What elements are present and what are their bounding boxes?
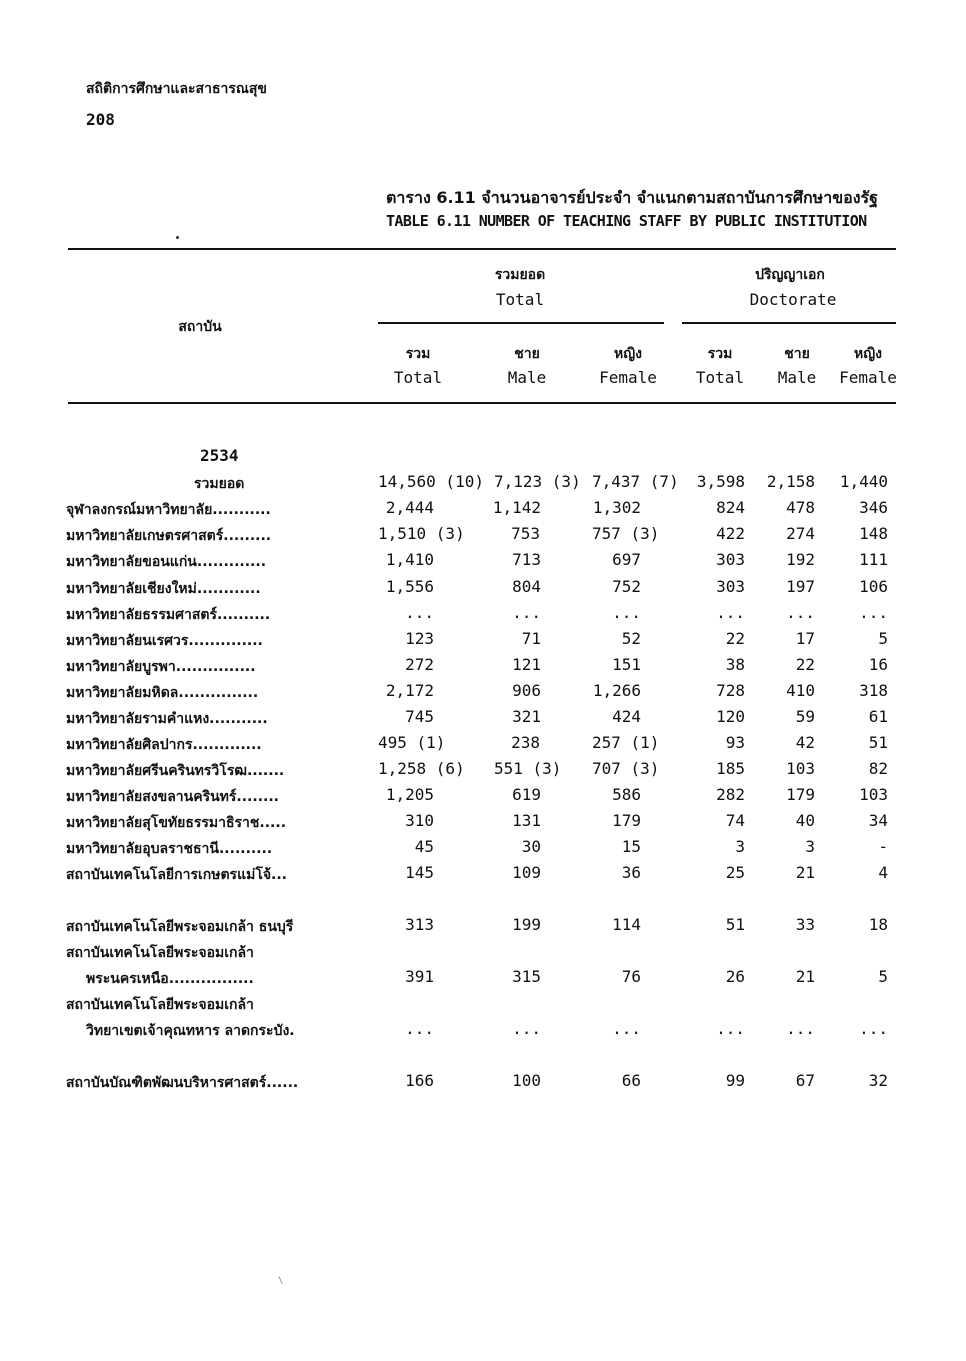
row-label-institution: สถาบันบัณฑิตพัฒนบริหารศาสตร์......: [66, 1075, 299, 1091]
table-cell: 804: [512, 577, 541, 596]
row-label-institution: สถาบันเทคโนโลยีการเกษตรแม่โจ้...: [66, 867, 287, 883]
table-cell: 25: [725, 863, 745, 882]
table-cell: 82: [868, 759, 888, 778]
table-cell: 424: [612, 707, 641, 726]
group-rule-doctorate: [682, 322, 896, 324]
table-cell: 310: [405, 811, 434, 830]
column-header-thai: หญิง: [854, 346, 882, 362]
table-cell: ...: [716, 1019, 745, 1038]
table-cell: 59: [795, 707, 815, 726]
table-cell: 906: [512, 681, 541, 700]
table-cell: 1,556: [385, 577, 434, 596]
table-cell: 495 (1): [378, 733, 446, 752]
table-cell: 318: [859, 681, 888, 700]
table-cell: 42: [795, 733, 815, 752]
row-label-institution: มหาวิทยาลัยศรีนครินทรวิโรฒ.......: [66, 763, 285, 779]
table-cell: 40: [795, 811, 815, 830]
table-cell: 145: [405, 863, 434, 882]
table-cell: 619: [512, 785, 541, 804]
header-bottom-rule: [68, 402, 896, 404]
table-cell: 67: [795, 1071, 815, 1090]
table-cell: 1,266: [592, 681, 641, 700]
column-header-thai: ชาย: [784, 346, 810, 362]
table-cell: 30: [521, 837, 541, 856]
table-cell: 14,560 (10): [378, 472, 484, 491]
table-cell: 1,258 (6): [378, 759, 465, 778]
table-cell: ...: [716, 603, 745, 622]
table-cell: 34: [868, 811, 888, 830]
row-label-institution: มหาวิทยาลัยศิลปากร.............: [66, 737, 262, 753]
table-cell: 111: [859, 550, 888, 569]
table-cell: 7,437 (7): [592, 472, 679, 491]
page-number: 208: [86, 110, 115, 129]
table-cell: 120: [716, 707, 745, 726]
table-cell: ...: [859, 1019, 888, 1038]
table-cell: 22: [725, 629, 745, 648]
table-cell: 21: [795, 863, 815, 882]
group-header-total-thai: รวมยอด: [494, 267, 546, 283]
table-cell: 197: [786, 577, 815, 596]
table-cell: 3: [805, 837, 815, 856]
table-cell: 346: [859, 498, 888, 517]
column-header-thai: หญิง: [614, 346, 642, 362]
table-cell: 71: [521, 629, 541, 648]
column-header-english: Total: [393, 368, 443, 387]
table-cell: 272: [405, 655, 434, 674]
table-cell: 66: [621, 1071, 641, 1090]
table-cell: 123: [405, 629, 434, 648]
table-cell: 422: [716, 524, 745, 543]
table-cell: 32: [868, 1071, 888, 1090]
table-cell: 51: [725, 915, 745, 934]
row-label-institution: มหาวิทยาลัยขอนแก่น.............: [66, 554, 267, 570]
table-cell: ...: [405, 603, 434, 622]
table-cell: 99: [725, 1071, 745, 1090]
column-header-thai: รวม: [707, 346, 733, 362]
table-cell: 257 (1): [592, 733, 660, 752]
year-heading: 2534: [200, 446, 239, 465]
table-cell: 26: [725, 967, 745, 986]
column-header-thai: รวม: [405, 346, 431, 362]
table-cell: 2,444: [385, 498, 434, 517]
table-cell: 313: [405, 915, 434, 934]
table-cell: 166: [405, 1071, 434, 1090]
table-cell: 745: [405, 707, 434, 726]
group-header-doctorate-english: Doctorate: [749, 290, 837, 309]
stray-mark: \: [278, 1276, 284, 1286]
table-cell: 3,598: [696, 472, 745, 491]
table-cell: 15: [621, 837, 641, 856]
column-header-english: Male: [507, 368, 547, 387]
table-cell: 697: [612, 550, 641, 569]
row-label-continuation: วิทยาเขตเจ้าคุณทหาร ลาดกระบัง.: [86, 1023, 295, 1039]
column-header-english: Female: [839, 368, 897, 387]
table-cell: ...: [612, 1019, 641, 1038]
row-label-institution: มหาวิทยาลัยเชียงใหม่............: [66, 581, 261, 597]
table-cell: 148: [859, 524, 888, 543]
table-cell: 7,123 (3): [494, 472, 581, 491]
table-cell: 151: [612, 655, 641, 674]
table-cell: 3: [735, 837, 745, 856]
row-label-grand-total: รวมยอด: [194, 476, 245, 492]
table-cell: 109: [512, 863, 541, 882]
table-cell: ...: [786, 1019, 815, 1038]
table-cell: 238: [511, 733, 540, 752]
row-label-institution: มหาวิทยาลัยอุบลราชธานี..........: [66, 841, 273, 857]
table-cell: 1,142: [492, 498, 541, 517]
table-cell: 303: [716, 550, 745, 569]
table-caption-english: TABLE 6.11 NUMBER OF TEACHING STAFF BY PUBLIC INSTITUTION: [386, 212, 867, 230]
table-cell: 707 (3): [592, 759, 660, 778]
group-header-doctorate-thai: ปริญญาเอก: [755, 267, 825, 283]
table-cell: 45: [414, 837, 434, 856]
table-cell: 410: [786, 681, 815, 700]
table-cell: 100: [512, 1071, 541, 1090]
table-cell: 757 (3): [592, 524, 660, 543]
table-cell: 121: [512, 655, 541, 674]
table-cell: 478: [786, 498, 815, 517]
table-cell: 22: [795, 655, 815, 674]
table-cell: 61: [868, 707, 888, 726]
table-cell: 93: [725, 733, 745, 752]
row-label-institution: มหาวิทยาลัยบูรพา...............: [66, 659, 256, 675]
row-label-continuation: พระนครเหนือ................: [86, 971, 254, 987]
table-cell: 728: [716, 681, 745, 700]
table-cell: 36: [621, 863, 641, 882]
table-cell: ...: [859, 603, 888, 622]
table-cell: 1,302: [592, 498, 641, 517]
table-cell: 5: [878, 967, 888, 986]
table-cell: 391: [405, 967, 434, 986]
table-cell: 4: [878, 863, 888, 882]
table-cell: 199: [512, 915, 541, 934]
table-cell: 303: [716, 577, 745, 596]
table-cell: 713: [512, 550, 541, 569]
table-cell: 192: [786, 550, 815, 569]
table-cell: 103: [859, 785, 888, 804]
table-cell: 315: [512, 967, 541, 986]
table-cell: ...: [512, 1019, 541, 1038]
table-cell: 824: [716, 498, 745, 517]
table-cell: 1,510 (3): [378, 524, 465, 543]
table-cell: ...: [405, 1019, 434, 1038]
row-label-institution: สถาบันเทคโนโลยีพระจอมเกล้า: [66, 997, 254, 1013]
row-label-institution: สถาบันเทคโนโลยีพระจอมเกล้า ธนบุรี: [66, 919, 294, 935]
table-cell: 586: [612, 785, 641, 804]
row-label-institution: มหาวิทยาลัยเกษตรศาสตร์.........: [66, 528, 272, 544]
table-cell: 38: [725, 655, 745, 674]
table-cell: 185: [716, 759, 745, 778]
table-cell: 752: [612, 577, 641, 596]
stub-header: สถาบัน: [178, 319, 222, 335]
table-cell: 16: [868, 655, 888, 674]
table-cell: 2,158: [766, 472, 815, 491]
table-cell: 551 (3): [494, 759, 562, 778]
table-cell: 1,440: [839, 472, 888, 491]
group-rule-total: [378, 322, 664, 324]
table-cell: 131: [512, 811, 541, 830]
table-cell: 106: [859, 577, 888, 596]
table-cell: 18: [868, 915, 888, 934]
table-cell: 1,410: [385, 550, 434, 569]
table-top-rule: [68, 248, 896, 250]
table-cell: 321: [512, 707, 541, 726]
table-cell: -: [878, 837, 888, 856]
table-cell: 282: [716, 785, 745, 804]
row-label-institution: มหาวิทยาลัยรามคำแหง...........: [66, 711, 268, 727]
table-cell: 74: [725, 811, 745, 830]
table-cell: ...: [786, 603, 815, 622]
row-label-institution: มหาวิทยาลัยสุโขทัยธรรมาธิราช.....: [66, 815, 287, 831]
row-label-institution: สถาบันเทคโนโลยีพระจอมเกล้า: [66, 945, 254, 961]
table-cell: 114: [612, 915, 641, 934]
table-cell: 17: [795, 629, 815, 648]
row-label-institution: จุฬาลงกรณ์มหาวิทยาลัย...........: [66, 502, 271, 518]
column-header-thai: ชาย: [514, 346, 540, 362]
table-cell: 103: [786, 759, 815, 778]
table-cell: 5: [878, 629, 888, 648]
row-label-institution: มหาวิทยาลัยนเรศวร..............: [66, 633, 263, 649]
table-cell: 21: [795, 967, 815, 986]
table-cell: 274: [786, 524, 815, 543]
table-caption-thai: ตาราง 6.11 จำนวนอาจารย์ประจำ จำแนกตามสถาบันการศึกษาของรัฐ: [386, 188, 878, 207]
table-cell: 52: [621, 629, 641, 648]
table-cell: 179: [786, 785, 815, 804]
running-header: สถิติการศึกษาและสาธารณสุข: [86, 81, 267, 97]
row-label-institution: มหาวิทยาลัยมหิดล...............: [66, 685, 259, 701]
table-cell: 753: [511, 524, 540, 543]
table-cell: 2,172: [385, 681, 434, 700]
table-cell: ...: [612, 603, 641, 622]
table-cell: 51: [868, 733, 888, 752]
table-cell: 76: [621, 967, 641, 986]
column-header-english: Female: [599, 368, 657, 387]
column-header-english: Total: [695, 368, 745, 387]
table-cell: ...: [512, 603, 541, 622]
group-header-total-english: Total: [495, 290, 545, 309]
stray-mark: [176, 236, 179, 239]
table-cell: 1,205: [385, 785, 434, 804]
row-label-institution: มหาวิทยาลัยธรรมศาสตร์..........: [66, 607, 271, 623]
table-cell: 33: [795, 915, 815, 934]
table-cell: 179: [612, 811, 641, 830]
row-label-institution: มหาวิทยาลัยสงขลานครินทร์........: [66, 789, 279, 805]
column-header-english: Male: [777, 368, 817, 387]
